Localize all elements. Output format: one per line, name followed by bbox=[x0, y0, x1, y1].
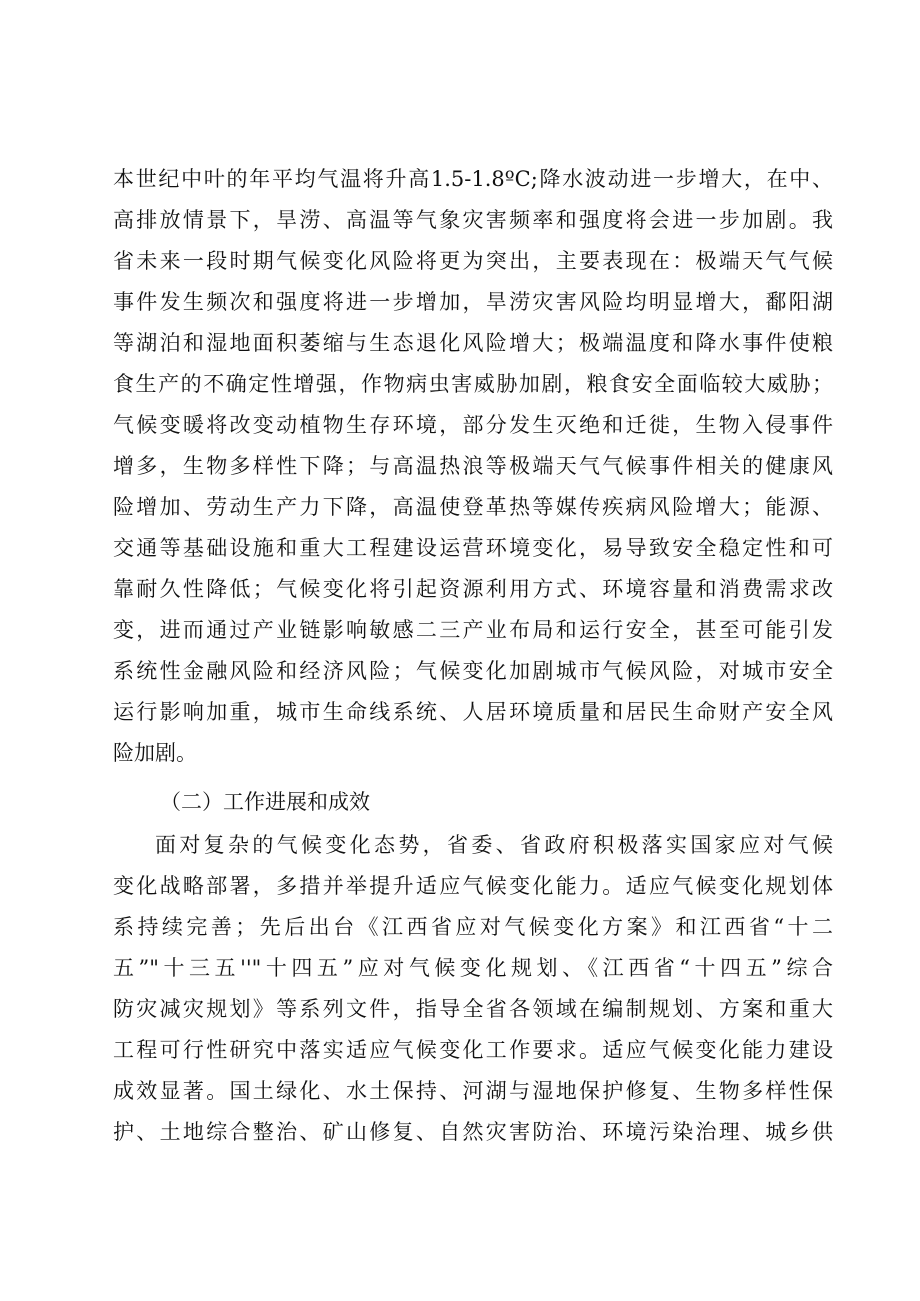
paragraph-1-line-12: 变，进而通过产业链影响敏感二三产业布局和运行安全，甚至可能引发 bbox=[113, 618, 833, 642]
paragraph-1-line-8: 增多，生物多样性下降；与高温热浪等极端天气气候事件相关的健康风 bbox=[113, 454, 833, 478]
paragraph-1-line-3: 省未来一段时期气候变化风险将更为突出，主要表现在：极端天气气候 bbox=[113, 249, 833, 273]
section-heading: （二）工作进展和成效 bbox=[160, 790, 370, 814]
paragraph-1-line-5: 等湖泊和湿地面积萎缩与生态退化风险增大；极端温度和降水事件使粮 bbox=[113, 331, 833, 355]
paragraph-1-line-15: 险加剧。 bbox=[113, 741, 197, 765]
paragraph-2-line-8: 护、土地综合整治、矿山修复、自然灾害防治、环境污染治理、城乡供 bbox=[113, 1120, 833, 1144]
paragraph-1-line-14: 运行影响加重，城市生命线系统、人居环境质量和居民生命财产安全风 bbox=[113, 700, 833, 724]
paragraph-2-line-1: 面对复杂的气候变化态势，省委、省政府积极落实国家应对气候 bbox=[155, 833, 833, 857]
paragraph-2-line-4: 五”"十三五''"十四五”应对气候变化规划、《江西省“十四五”综合 bbox=[113, 956, 833, 980]
paragraph-1-line-10: 交通等基础设施和重大工程建设运营环境变化，易导致安全稳定性和可 bbox=[113, 536, 833, 560]
paragraph-2-line-7: 成效显著。国土绿化、水土保持、河湖与湿地保护修复、生物多样性保 bbox=[113, 1079, 833, 1103]
paragraph-2-line-3: 系持续完善；先后出台《江西省应对气候变化方案》和江西省“十二 bbox=[113, 915, 833, 939]
paragraph-2-line-6: 工程可行性研究中落实适应气候变化工作要求。适应气候变化能力建设 bbox=[113, 1038, 833, 1062]
paragraph-1-line-9: 险增加、劳动生产力下降，高温使登革热等媒传疾病风险增大；能源、 bbox=[113, 495, 833, 519]
paragraph-1-line-11: 靠耐久性降低；气候变化将引起资源利用方式、环境容量和消费需求改 bbox=[113, 577, 833, 601]
paragraph-1-line-4: 事件发生频次和强度将进一步增加，旱涝灾害风险均明显增大，鄱阳湖 bbox=[113, 290, 833, 314]
paragraph-2-line-5: 防灾减灾规划》等系列文件，指导全省各领域在编制规划、方案和重大 bbox=[113, 997, 833, 1021]
paragraph-1-line-2: 高排放情景下，旱涝、高温等气象灾害频率和强度将会进一步加剧。我 bbox=[113, 208, 833, 232]
paragraph-2-line-2: 变化战略部署，多措并举提升适应气候变化能力。适应气候变化规划体 bbox=[113, 874, 833, 898]
paragraph-1-line-7: 气候变暖将改变动植物生存环境，部分发生灭绝和迁徙，生物入侵事件 bbox=[113, 413, 833, 437]
paragraph-1-line-1: 本世纪中叶的年平均气温将升高1.5-1.8ºC;降水波动进一步增大，在中、 bbox=[113, 167, 833, 191]
paragraph-1-line-13: 系统性金融风险和经济风险；气候变化加剧城市气候风险，对城市安全 bbox=[113, 659, 833, 683]
paragraph-1-line-6: 食生产的不确定性增强，作物病虫害威胁加剧，粮食安全面临较大威胁； bbox=[113, 372, 833, 396]
